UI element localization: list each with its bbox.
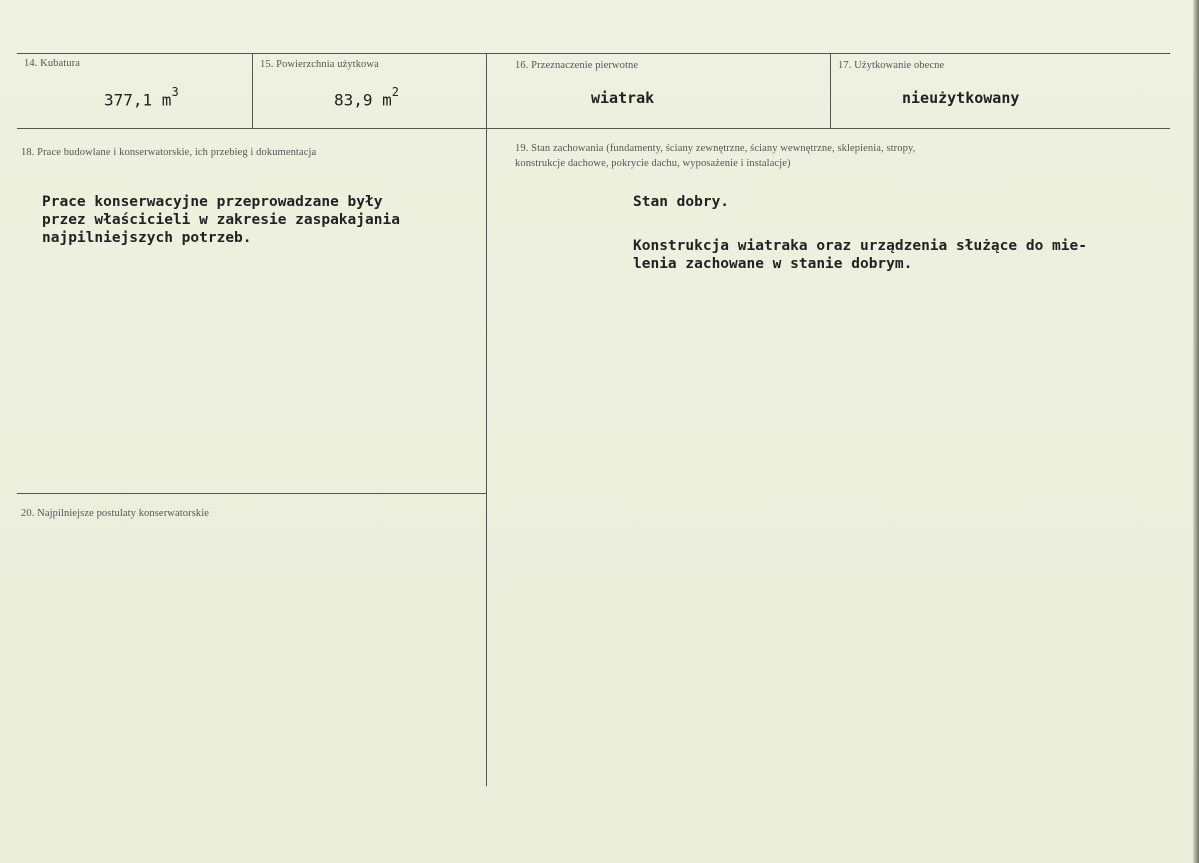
prace-line-3: najpilniejszych potrzeb. bbox=[42, 230, 252, 246]
przeznaczenie-label: 16. Przeznaczenie pierwotne bbox=[515, 60, 639, 71]
prace-line-2: przez właścicieli w zakresie zaspakajania bbox=[42, 212, 400, 228]
powierzchnia-unit-exponent: 2 bbox=[391, 85, 400, 99]
przeznaczenie-value: wiatrak bbox=[591, 89, 655, 107]
section-18-bottom-line bbox=[17, 493, 486, 494]
kubatura-number: 377,1 m bbox=[104, 90, 172, 110]
stan-description-text bbox=[633, 237, 1087, 273]
powierzchnia-number: 83,9 m bbox=[334, 90, 392, 110]
uzytkowanie-label: 17. Użytkowanie obecne bbox=[838, 60, 945, 71]
stan-line-1: Konstrukcja wiatraka oraz urządzenia służące do mie- bbox=[633, 238, 1087, 254]
stan-zachowania-label-line2: konstrukcje dachowe, pokrycie dachu, wyposażenie i instalacje) bbox=[515, 158, 791, 169]
header-row-bottom-line bbox=[17, 128, 1170, 129]
card-right-edge bbox=[1193, 0, 1199, 863]
uzytkowanie-value: nieużytkowany bbox=[902, 89, 1020, 107]
prace-budowlane-label: 18. Prace budowlane i konserwatorskie, ich przebieg i dokumentacja bbox=[21, 147, 317, 158]
kubatura-value bbox=[104, 85, 179, 110]
divider-16-17 bbox=[830, 54, 831, 128]
prace-line-1: Prace konserwacyjne przeprowadzane były bbox=[42, 194, 383, 210]
powierzchnia-label: 15. Powierzchnia użytkowa bbox=[260, 59, 379, 70]
divider-14-15 bbox=[252, 54, 253, 128]
divider-15-16 bbox=[486, 54, 487, 786]
stan-status-text: Stan dobry. bbox=[633, 194, 730, 210]
prace-budowlane-text bbox=[42, 193, 400, 247]
kubatura-unit-exponent: 3 bbox=[171, 85, 179, 99]
powierzchnia-value bbox=[334, 85, 400, 110]
stan-line-2: lenia zachowane w stanie dobrym. bbox=[633, 256, 913, 272]
postulaty-label: 20. Najpilniejsze postulaty konserwatorskie bbox=[21, 508, 210, 519]
kubatura-label: 14. Kubatura bbox=[24, 58, 81, 69]
stan-zachowania-label-line1: 19. Stan zachowania (fundamenty, ściany zewnętrzne, ściany wewnętrzne, sklepienia, stropy, bbox=[515, 143, 916, 154]
top-border-line bbox=[17, 53, 1170, 54]
